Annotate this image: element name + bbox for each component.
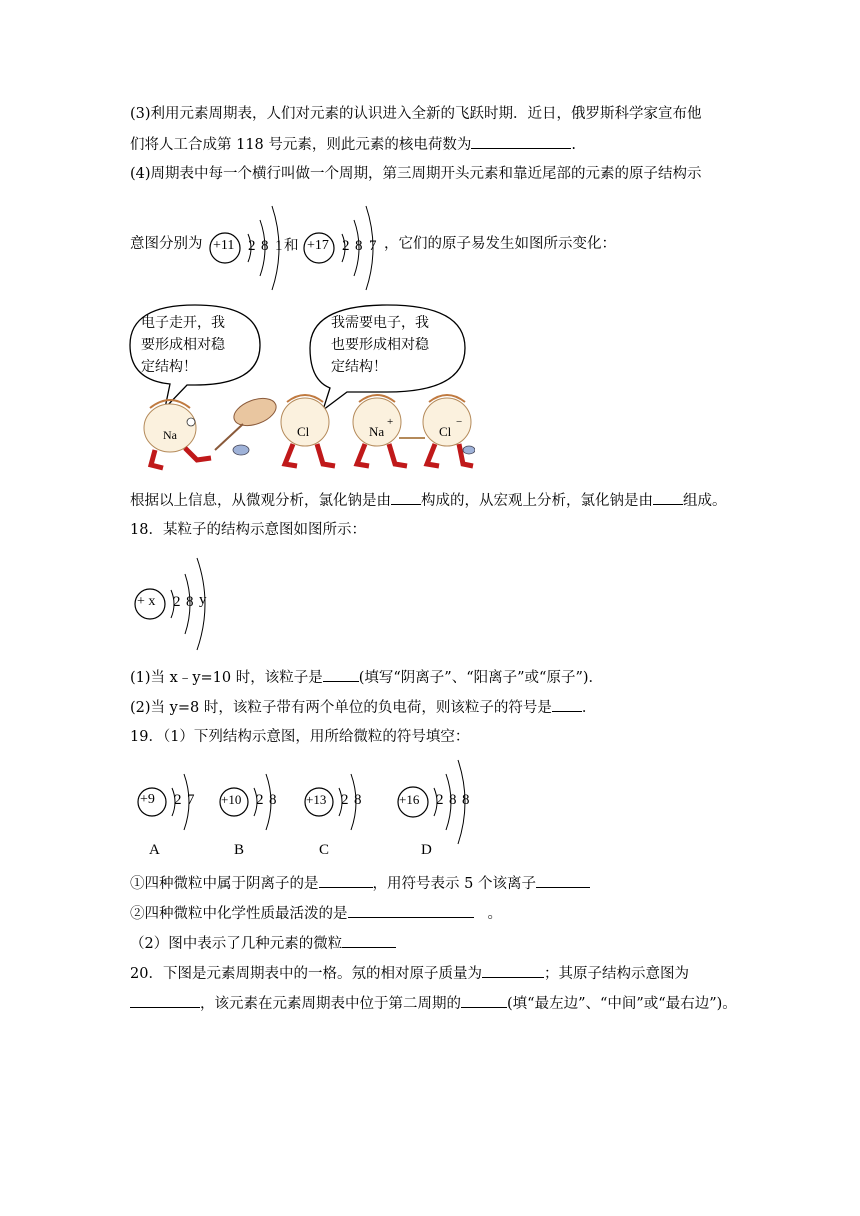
answer-blank[interactable] bbox=[130, 993, 200, 1008]
answer-blank[interactable] bbox=[536, 873, 590, 888]
figure-label: Cl bbox=[439, 424, 452, 439]
answer-blank[interactable] bbox=[319, 873, 373, 888]
answer-blank[interactable] bbox=[323, 667, 359, 682]
figure-label: Na bbox=[369, 424, 385, 439]
q20-line1: 20．下图是元素周期表中的一格。氖的相对原子质量为 ；其原子结构示意图为 bbox=[130, 963, 689, 984]
q20-line2: ，该元素在元素周期表中位于第二周期的 (填“最左边”、“中间”或“最右边”)。 bbox=[130, 993, 737, 1014]
q18-title: 18．某粒子的结构示意图如图所示： bbox=[130, 522, 366, 538]
diagram-label: D bbox=[421, 842, 432, 858]
shell-electron-count: 7 bbox=[187, 792, 195, 808]
q18-particle-diagram bbox=[133, 552, 213, 660]
answer-blank[interactable] bbox=[348, 903, 474, 918]
q18-part2: (2)当 y=8 时，该粒子带有两个单位的负电荷，则该粒子的符号是 ． bbox=[130, 697, 596, 718]
diagram-label: C bbox=[319, 842, 330, 858]
speech-bubble-na: 电子走开，我 要形成相对稳 定结构！ bbox=[141, 315, 225, 375]
shell-electron-count: 2 bbox=[342, 238, 350, 254]
nucleus-label: +11 bbox=[213, 238, 235, 253]
q18-part1: (1)当 x﹣y=10 时，该粒子是 (填写“阴离子”、“阳离子”或“原子”)． bbox=[130, 667, 603, 688]
nucleus-label: +17 bbox=[307, 238, 329, 253]
shell-electron-count: 7 bbox=[369, 238, 377, 254]
shell-electron-count: y bbox=[199, 592, 207, 608]
shell-electron-count: 2 bbox=[436, 792, 444, 808]
shell-electron-count: 2 bbox=[174, 792, 182, 808]
q19-diagram-a bbox=[136, 762, 206, 858]
shell-electron-count: 2 bbox=[173, 594, 181, 610]
charge-label: + bbox=[387, 416, 394, 428]
q19-sub3: （2）图中表示了几种元素的微粒 bbox=[130, 933, 396, 954]
shell-electron-count: 8 bbox=[355, 238, 363, 254]
q19-diagram-c bbox=[303, 762, 373, 858]
conjunction-and: 和 bbox=[284, 238, 299, 254]
q19-diagram-d bbox=[396, 756, 480, 858]
nucleus-label: +9 bbox=[140, 792, 155, 807]
diagram-label: A bbox=[149, 842, 160, 858]
answer-blank[interactable] bbox=[482, 963, 544, 978]
q17-part4-line2: 意图分别为 bbox=[130, 236, 203, 252]
q17-part4-line1: (4)周期表中每一个横行叫做一个周期，第三周期开头元素和靠近尾部的元素的原子结构示 bbox=[130, 166, 702, 182]
cl-atom-diagram bbox=[302, 196, 382, 300]
speech-bubble-cl: 我需要电子，我 也要形成相对稳 定结构！ bbox=[331, 315, 429, 375]
answer-blank[interactable] bbox=[471, 134, 571, 149]
answer-blank[interactable] bbox=[552, 697, 582, 712]
shell-electron-count: 2 bbox=[256, 792, 264, 808]
q17-part3-line1: (3)利用元素周期表，人们对元素的认识进入全新的飞跃时期．近日，俄罗斯科学家宣布他 bbox=[130, 106, 702, 122]
q17-part4-line2-end: ，它们的原子易发生如图所示变化： bbox=[384, 236, 616, 252]
diagram-label: B bbox=[234, 842, 245, 858]
nucleus-label: +13 bbox=[306, 792, 327, 807]
q17-part3-line2: 们将人工合成第 118 号元素，则此元素的核电荷数为 . bbox=[130, 134, 576, 155]
q19-sub2: ②四种微粒中化学性质最活泼的是 。 bbox=[130, 903, 502, 924]
nucleus-label: +10 bbox=[221, 792, 242, 807]
q19-diagram-b bbox=[218, 762, 288, 858]
q17-conclusion: 根据以上信息，从微观分析，氯化钠是由 构成的，从宏观上分析，氯化钠是由 组成。 bbox=[130, 490, 727, 511]
figure-label: Cl bbox=[297, 424, 310, 439]
shell-electron-count: 1 bbox=[275, 238, 283, 254]
answer-blank[interactable] bbox=[342, 933, 396, 948]
charge-label: − bbox=[456, 416, 463, 428]
shell-electron-count: 8 bbox=[354, 792, 362, 808]
nucleus-label: +16 bbox=[399, 792, 420, 807]
na-atom-diagram bbox=[208, 196, 288, 300]
answer-blank[interactable] bbox=[653, 490, 683, 505]
sodium-chlorine-cartoon bbox=[125, 300, 475, 472]
answer-blank[interactable] bbox=[461, 993, 507, 1008]
shell-electron-count: 8 bbox=[269, 792, 277, 808]
answer-blank[interactable] bbox=[391, 490, 421, 505]
q19-sub1: ①四种微粒中属于阴离子的是 ，用符号表示 5 个该离子 bbox=[130, 873, 590, 894]
figure-label: Na bbox=[163, 428, 177, 442]
nucleus-label: + x bbox=[137, 594, 156, 609]
shell-electron-count: 8 bbox=[186, 594, 194, 610]
shell-electron-count: 8 bbox=[462, 792, 470, 808]
shell-electron-count: 2 bbox=[248, 238, 256, 254]
shell-electron-count: 2 bbox=[341, 792, 349, 808]
shell-electron-count: 8 bbox=[261, 238, 269, 254]
shell-electron-count: 8 bbox=[449, 792, 457, 808]
q19-title: 19．（1）下列结构示意图，用所给微粒的符号填空： bbox=[130, 729, 470, 745]
